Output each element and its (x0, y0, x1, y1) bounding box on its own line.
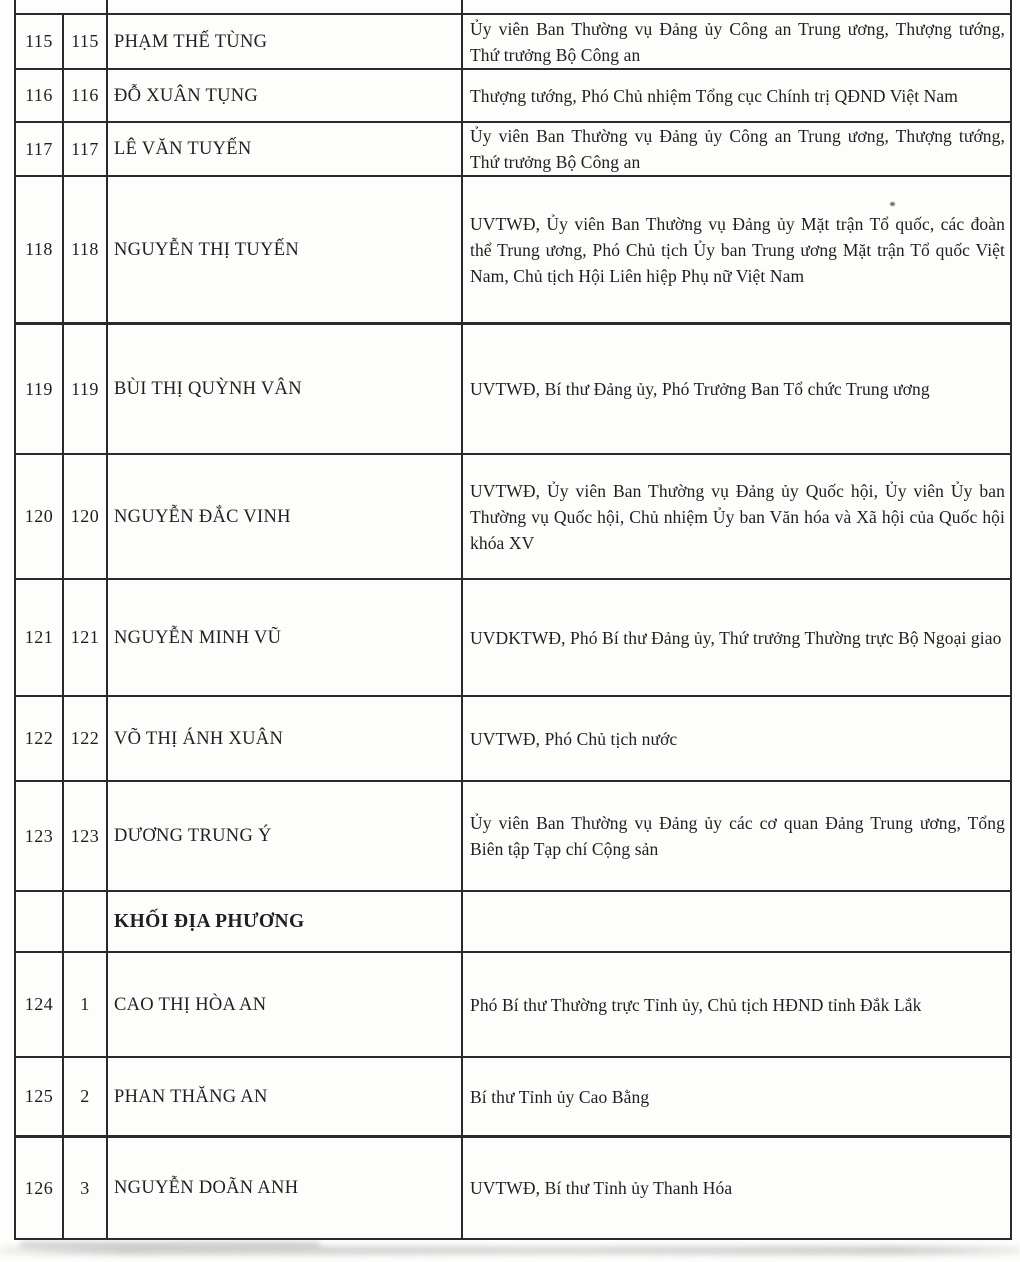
position-text: Bí thư Tỉnh ủy Cao Bằng (470, 1086, 650, 1107)
row-number: 124 (24, 994, 54, 1014)
position-text: Thượng tướng, Phó Chủ nhiệm Tổng cục Chính trị QĐND Việt Nam (470, 85, 959, 106)
ink-speck-artifact (890, 202, 895, 206)
row-number: 119 (25, 378, 53, 399)
delegate-name: LÊ VĂN TUYẾN (114, 139, 252, 159)
name-cell (108, 1058, 463, 1135)
table-row (16, 325, 1010, 455)
position-text: UVTWĐ, Ủy viên Ban Thường vụ Đảng ủy Mặt trận Tổ quốc, các đoàn thể Trung ương, Phó Chủ tịch Ủy ban Trung ương Mặt trận Tổ quốc Việt Nam, Chủ tịch Hội Liên hiệp Phụ nữ Việt Nam (470, 213, 1005, 286)
position-cell (463, 177, 1010, 322)
position-cell (463, 455, 1010, 578)
table-row (16, 953, 1010, 1058)
section-header-row (16, 892, 1010, 953)
row-seq: 123 (70, 825, 100, 846)
row-seq: 2 (80, 1086, 90, 1106)
row-seq-cell (64, 123, 108, 175)
row-number-cell (16, 1138, 64, 1238)
row-number-cell (16, 0, 64, 13)
position-text: UVTWĐ, Bí thư Tỉnh ủy Thanh Hóa (470, 1178, 733, 1198)
position-cell (463, 1058, 1010, 1135)
row-seq: 115 (71, 31, 99, 51)
delegate-name: CAO THỊ HÒA AN (114, 994, 267, 1015)
position-cell (463, 782, 1010, 890)
table-row (16, 1138, 1010, 1240)
name-cell (108, 325, 463, 453)
row-number: 116 (25, 85, 53, 105)
name-cell (108, 953, 463, 1056)
section-header-cell (108, 892, 463, 951)
table-row (16, 177, 1010, 325)
row-seq: 117 (71, 138, 99, 159)
row-number: 118 (25, 239, 53, 259)
position-text: UVTWĐ, Ủy viên Ban Thường vụ Đảng ủy Quốc hội, Ủy viên Ủy ban Thường vụ Quốc hội, Chủ nhiệm Ủy ban Văn hóa và Xã hội của Quốc hội khóa XV (470, 480, 1005, 553)
row-number: 123 (24, 825, 54, 846)
row-number-cell (16, 782, 64, 890)
table-row (16, 697, 1010, 782)
delegate-name: DƯƠNG TRUNG Ý (114, 826, 272, 846)
row-seq-cell (64, 455, 108, 578)
row-seq-cell (64, 325, 108, 453)
name-cell (108, 1138, 463, 1238)
delegate-name: PHAN THĂNG AN (114, 1086, 268, 1107)
delegate-name: VÕ THỊ ÁNH XUÂN (114, 728, 284, 749)
delegate-name: NGUYỄN THỊ TUYẾN (114, 239, 299, 260)
name-cell (108, 123, 463, 175)
delegate-name: NGUYỄN ĐẮC VINH (114, 506, 291, 527)
position-text: UVTWĐ, Bí thư Đảng ủy, Phó Trưởng Ban Tổ chức Trung ương (470, 379, 930, 399)
position-text: UVTWĐ, Phó Chủ tịch nước (470, 728, 678, 749)
row-number: 122 (24, 728, 54, 748)
row-number-cell (16, 697, 64, 780)
row-seq: 119 (71, 378, 99, 399)
row-number-cell (16, 580, 64, 695)
row-number: 126 (24, 1177, 54, 1198)
scanner-shadow-artifact (20, 1242, 320, 1247)
row-number-cell (16, 455, 64, 578)
row-seq: 121 (70, 627, 100, 647)
position-cell (463, 892, 1010, 951)
delegate-name: NGUYỄN DOÃN ANH (114, 1178, 299, 1198)
table-row (16, 1058, 1010, 1138)
row-seq: 122 (70, 728, 100, 748)
table-row (16, 580, 1010, 697)
position-cell (463, 953, 1010, 1056)
name-cell (108, 580, 463, 695)
delegate-name: ĐỖ XUÂN TỤNG (114, 85, 259, 106)
delegate-name: NGUYỄN MINH VŨ (114, 627, 282, 648)
delegate-name: BÙI THỊ QUỲNH VÂN (114, 379, 302, 399)
delegate-name: PHẠM THẾ TÙNG (114, 31, 268, 52)
name-cell (108, 177, 463, 322)
name-cell (108, 455, 463, 578)
position-cell (463, 0, 1010, 13)
scanner-shadow-artifact (0, 1246, 1020, 1255)
row-number: 117 (25, 138, 53, 159)
position-text: Phó Bí thư Thường trực Tỉnh ủy, Chủ tịch HĐND tỉnh Đắk Lắk (470, 994, 922, 1015)
row-seq-cell (64, 580, 108, 695)
position-text: Ủy viên Ban Thường vụ Đảng ủy Công an Trung ương, Thượng tướng, Thứ trưởng Bộ Công an (470, 18, 1005, 65)
row-seq-cell (64, 1058, 108, 1135)
row-number-cell (16, 70, 64, 121)
table-row (16, 15, 1010, 70)
row-seq-cell (64, 70, 108, 121)
table-row (16, 782, 1010, 892)
table-row (16, 70, 1010, 123)
table-row (16, 123, 1010, 177)
name-cell (108, 15, 463, 68)
row-number: 120 (24, 506, 54, 526)
name-cell (108, 697, 463, 780)
row-seq-cell (64, 15, 108, 68)
table-row-partial (16, 0, 1010, 15)
row-number-cell (16, 123, 64, 175)
section-title: KHỐI ĐỊA PHƯƠNG (114, 910, 305, 932)
row-seq-cell (64, 177, 108, 322)
position-cell (463, 1138, 1010, 1238)
name-cell (108, 0, 463, 13)
position-cell (463, 580, 1010, 695)
row-seq-cell (64, 892, 108, 951)
position-text: Ủy viên Ban Thường vụ Đảng ủy Công an Trung ương, Thượng tướng, Thứ trưởng Bộ Công an (470, 126, 1005, 172)
position-text: UVDKTWĐ, Phó Bí thư Đảng ủy, Thứ trưởng Thường trực Bộ Ngoại giao (470, 627, 1002, 648)
position-cell (463, 123, 1010, 175)
row-number: 121 (24, 627, 54, 647)
name-cell (108, 782, 463, 890)
position-text: Ủy viên Ban Thường vụ Đảng ủy các cơ quan Đảng Trung ương, Tổng Biên tập Tạp chí Cộng sản (470, 813, 1005, 859)
row-seq-cell (64, 0, 108, 13)
row-seq: 3 (80, 1177, 90, 1198)
delegates-table (14, 0, 1012, 1240)
row-seq: 116 (71, 85, 99, 105)
row-number-cell (16, 325, 64, 453)
table-row (16, 455, 1010, 580)
position-cell (463, 697, 1010, 780)
row-seq-cell (64, 1138, 108, 1238)
row-seq: 120 (70, 506, 100, 526)
row-number-cell (16, 953, 64, 1056)
row-seq-cell (64, 782, 108, 890)
row-number-cell (16, 1058, 64, 1135)
row-number-cell (16, 892, 64, 951)
position-cell (463, 15, 1010, 68)
row-seq-cell (64, 953, 108, 1056)
row-number: 115 (25, 31, 53, 51)
row-seq-cell (64, 697, 108, 780)
position-cell (463, 70, 1010, 121)
row-number-cell (16, 15, 64, 68)
position-cell (463, 325, 1010, 453)
name-cell (108, 70, 463, 121)
row-seq: 118 (71, 239, 99, 259)
row-number: 125 (24, 1086, 54, 1106)
row-number-cell (16, 177, 64, 322)
row-seq: 1 (80, 994, 90, 1014)
